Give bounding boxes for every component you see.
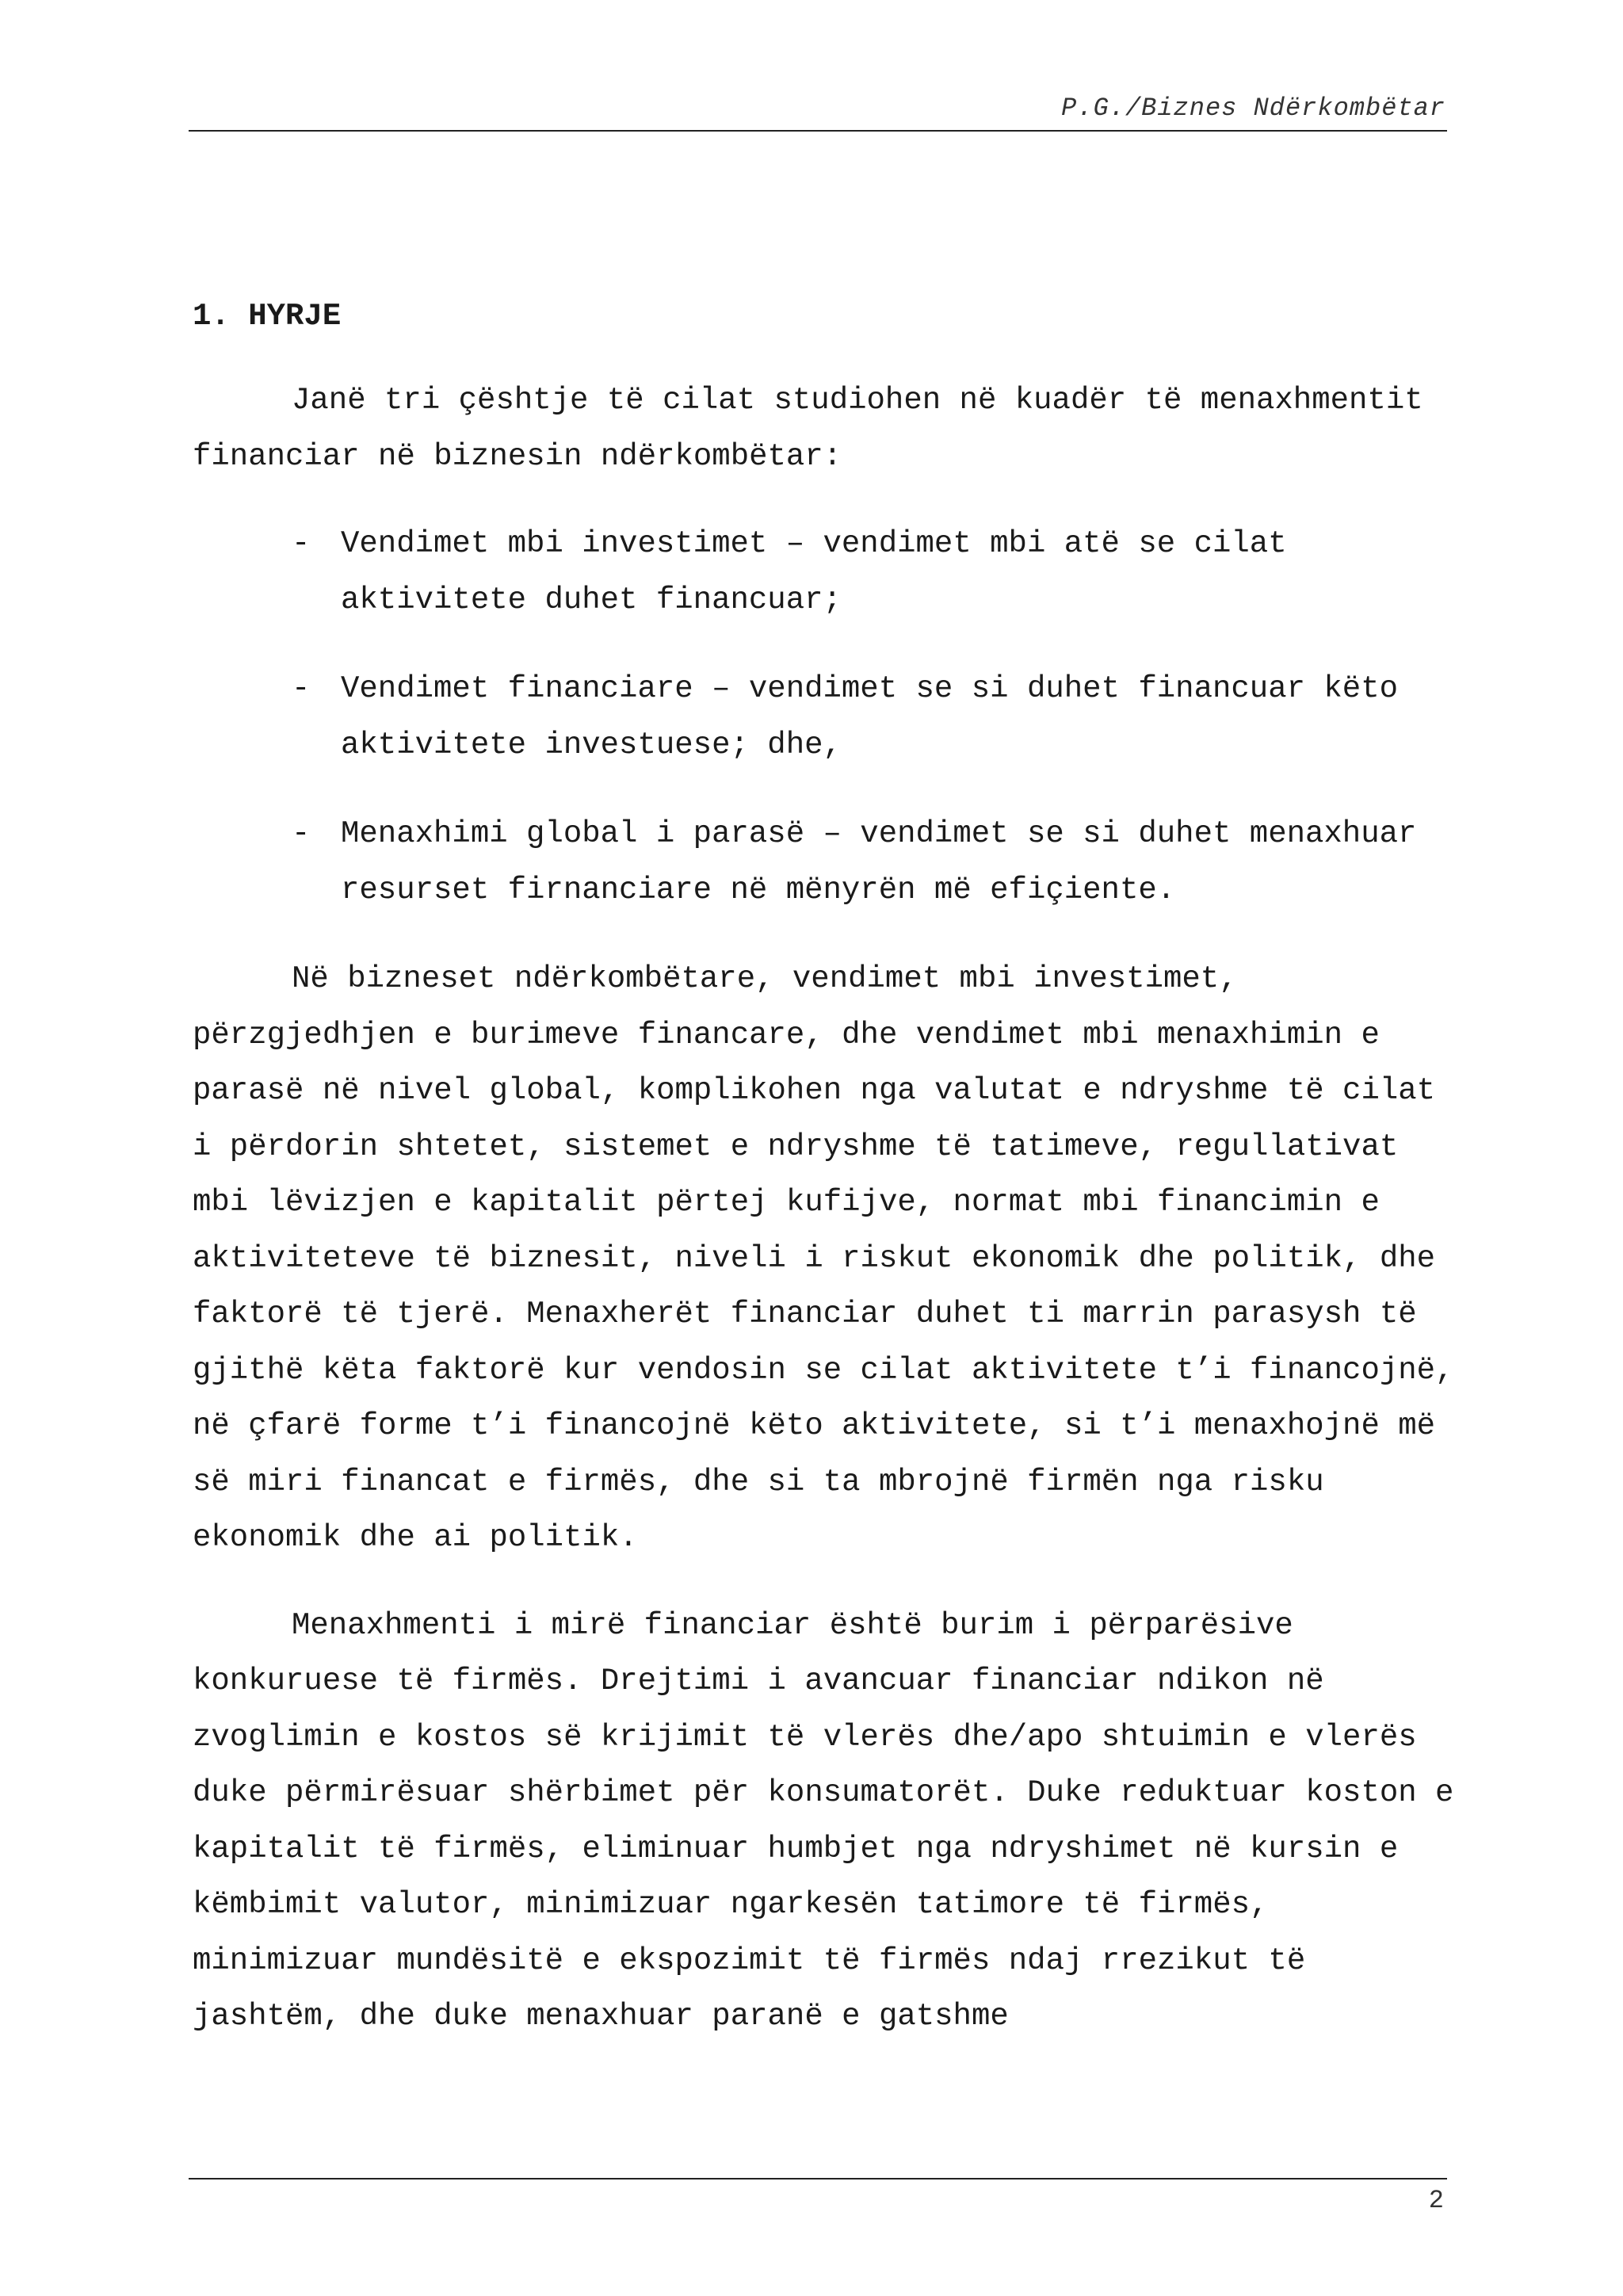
page-number: 2 [1428, 2186, 1444, 2215]
list-item [193, 516, 1461, 628]
body-paragraph-1: Në bizneset ndërkombëtare, vendimet mbi investimet, përzgjedhjen e burimeve financare, dhe vendimet mbi menaxhimin e parasë në nivel global, komplikohen nga valutat e ndryshme të cilat i përdorin shtetet, sistemet e ndryshme të tatimeve, regullativat mbi lëvizjen e kapitalit përtej kufijve, normat mbi financimin e aktiviteteve të biznesit, niveli i riskut ekonomik dhe politik, dhe faktorë të tjerë. Menaxherët financiar duhet ti marrin parasysh të gjithë këta faktorë kur vendosin se cilat aktivitete t’i financojnë, në çfarë forme t’i financojnë këto aktivitete, si t’i menaxhojnë më së miri financat e firmës, dhe si ta mbrojnë firmën nga risku ekonomik dhe ai politik. [193, 961, 1454, 1555]
issues-list [193, 516, 1461, 918]
list-item [193, 806, 1461, 918]
list-item-text: Vendimet mbi investimet – vendimet mbi atë se cilat aktivitete duhet financuar; [341, 526, 1287, 617]
section-heading: 1. HYRJE [193, 299, 342, 334]
bullet-dash: - [292, 816, 311, 851]
bullet-dash: - [292, 526, 311, 561]
intro-paragraph: Janë tri çështje të cilat studiohen në kuadër të menaxhmentit financiar në biznesin ndërkombëtar: [193, 383, 1423, 474]
page-body [193, 288, 1461, 2076]
list-item-text: Vendimet financiare – vendimet se si duhet financuar këto aktivitete investuese; dhe, [341, 671, 1399, 762]
bullet-dash: - [292, 671, 311, 706]
footer-divider [189, 2178, 1447, 2179]
running-header: P.G./Biznes Ndërkombëtar [1061, 94, 1445, 123]
body-paragraph-2: Menaxhmenti i mirë financiar është burim i përparësive konkuruese të firmës. Drejtimi i avancuar financiar ndikon në zvoglimin e kostos së krijimit të vlerës dhe/apo shtuimin e vlerës duke përmirësuar shërbimet për konsumatorët. Duke reduktuar koston e kapitalit të firmës, eliminuar humbjet nga ndryshimet në kursin e këmbimit valutor, minimizuar ngarkesën tatimore të firmës, minimizuar mundësitë e ekspozimit të firmës ndaj rrezikut të jashtëm, dhe duke menaxhuar paranë e gatshme [193, 1607, 1454, 2034]
header-divider [189, 130, 1447, 132]
list-item-text: Menaxhimi global i parasë – vendimet se si duhet menaxhuar resurset firnanciare në mënyrën më efiçiente. [341, 816, 1417, 907]
list-item [193, 661, 1461, 773]
